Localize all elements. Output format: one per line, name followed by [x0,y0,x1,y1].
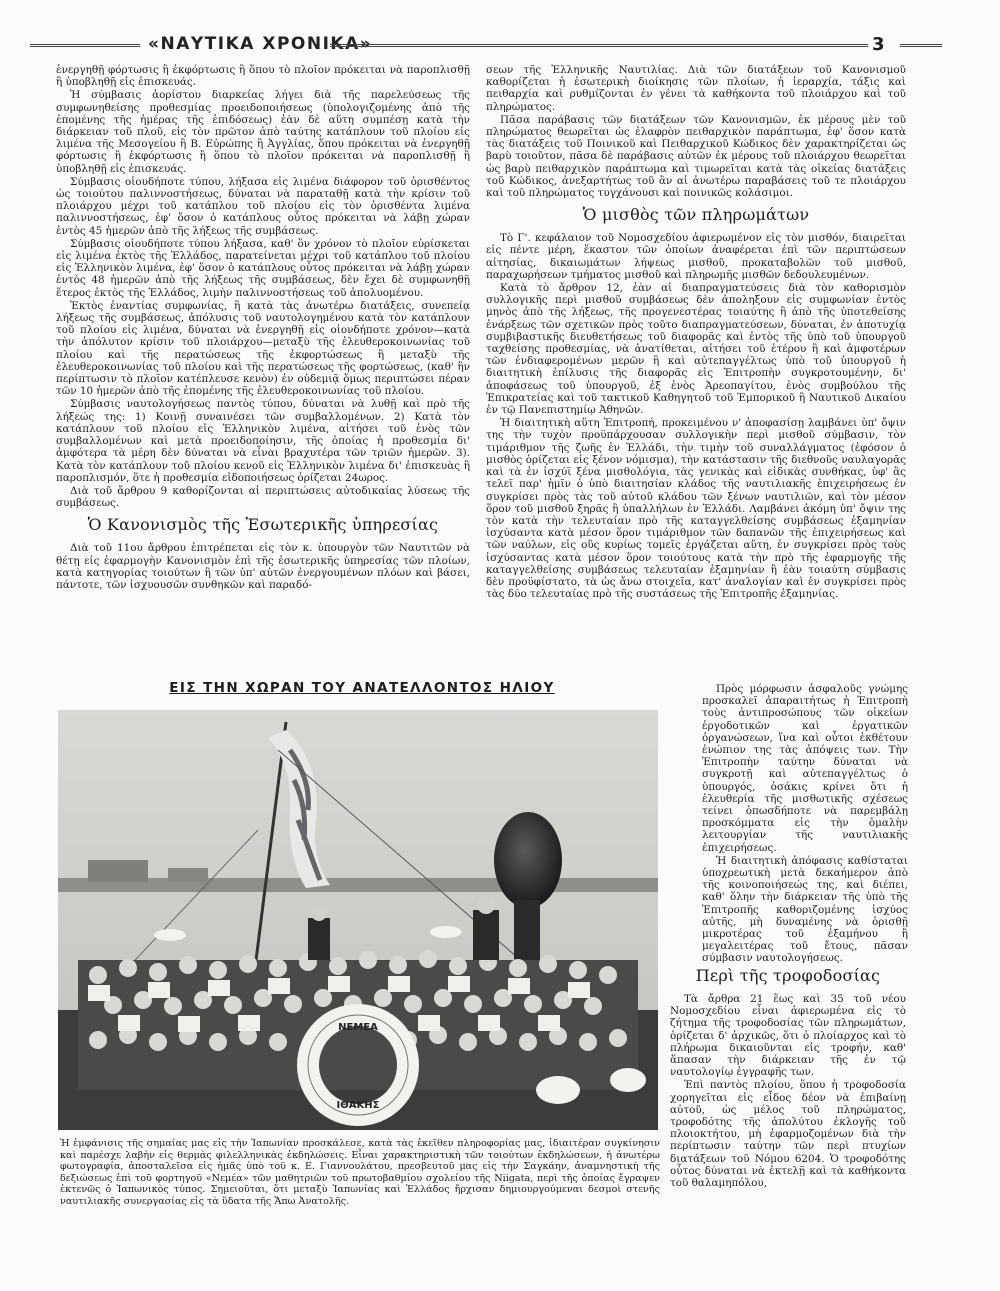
group-photo-illustration [58,710,658,1130]
distant-building [88,860,148,882]
paragraph: Σύμβασις οἱουδήποτε τύπου λήξασα, καθ' ὃν χρόνον τὸ πλοῖον εὑρίσκεται εἰς λιμένα ἐκτὸς τῆς Ἑλλάδος, παρατείνεται μέχρι τοῦ κατάπλου τοῦ πλοίου εἰς Ἑλληνικὸν λιμένα, ἐφ' ὅσον ὁ κατάπλους οὗτος πρόκειται νὰ λάβῃ χώραν ἐντὸς 48 ἡμερῶν ἀπὸ τῆς λήξεως τῆς συμβάσεως, δὲν ἔχει δὲ συμφωνηθῇ ἕτερος ἐκτὸς τῆς Ἑλλάδος, λιμὴν παλιννοστήσεως τοῦ ἀπολυομένου. [56,237,470,299]
paragraph: Ἐκτὸς ἐναντίας συμφωνίας, ἢ κατὰ τὰς ἀνωτέρω διατάξεις, συνεπείᾳ λήξεως τῆς συμβάσεως, ἀπόλυσις τοῦ ναυτολογημένου κατὰ τὸν κατάπλουν τοῦ πλοίου εἰς λιμένα, δύναται νὰ ἐνεργηθῇ εἰς οἱονδήποτε χρόνον—κατὰ τὴν ἀπόλυτον κρίσιν τοῦ πλοιάρχου—μεταξὺ τῆς ἐλευθεροκοινωνίας τοῦ πλοίου καὶ τῆς περατώσεως τῆς ἐκφορτώσεως ἢ μεταξὺ τῆς ἐλευθεροκοινωνίας τοῦ πλοίου καὶ τῆς περατώσεως τῆς φορτώσεως, (καθ' ἣν περίπτωσιν τὸ πλοῖον κατέπλευσε κενὸν) ἐν οὐδεμιᾷ ὅμως περιπτώσει πέραν τῶν 10 ἡμερῶν ἀπὸ τῆς ἐπομένης τῆς ἐλευθεροκοινωνίας τοῦ πλοίου. [56,299,470,398]
paragraph: Διὰ τοῦ 11ου ἄρθρου ἐπιτρέπεται εἰς τὸν κ. ὑπουργὸν τῶν Ναυτιτῶν νὰ θέτῃ εἰς ἐφαρμογὴν Κανονισμὸν ἐπὶ τῆς ἐσωτερικῆς ὑπηρεσίας τῶν πλοίων, κατὰ κατηγορίας τοιούτων ἢ τῶν ὑπ' αὐτῶν ἐνεργουμένων πλόων καὶ βάσει, πάντοτε, τῶν ἰσχυουσῶν συνθηκῶν καὶ παραδό- [56,542,470,591]
photo-caption: Ἡ ἐμφάνισις τῆς σημαίας μας εἰς τὴν Ἰαπωνίαν προσκάλεσε, κατὰ τὰς ἐκεῖθεν πληροφορίας μας, ἰδιαιτέραν συγκίνησιν καὶ παρέσχε λαβὴν εἰς θερμὰς φιλελληνικὰς ἐκδηλώσεις. Εἶναι χαρακτηριστικὴ τῶν τοιούτων ἐκδηλώσεων, ἡ ἀνωτέρω φωτογραφία, ἀποσταλεῖσα εἰς ἡμᾶς ὑπὸ τοῦ κ. Ε. Γιαννουλάτου, πρεσβευτοῦ μας εἰς τὴν Σαγκάην, ἀναμνηστικὴ τῆς δεξιώσεως ἐπὶ τοῦ φορτηγοῦ «Νεμέα» τῶν μαθητριῶν τοῦ πρωτοβαθμίου σχολείου τῆς Niigata, περὶ τῆς ὁποίας ἔγραψεν ἐκτενῶς ὁ Ἰαπωνικὸς τύπος. Σημειοῦται, ὅτι μεταξὺ Ἰαπωνίας καὶ Ἑλλάδος ἤρχισαν δημιουργούμεναι δεσμοὶ στενῆς ναυτιλιακῆς συνεργασίας εἰς τὰ ὕδατα τῆς Ἄπω Ἀνατολῆς. [60,1138,660,1207]
page-header [30,34,942,58]
photo-banner-heading: ΕΙΣ ΤΗΝ ΧΩΡΑΝ ΤΟΥ ΑΝΑΤΕΛΛΟΝΤΟΣ ΗΛΙΟΥ [169,680,555,696]
paragraph: σεων τῆς Ἑλληνικῆς Ναυτιλίας. Διὰ τῶν διατάξεων τοῦ Κανονισμοῦ καθορίζεται ἡ ἐσωτερικὴ διοίκησις τῶν πλοίων, ἡ ἱεραρχία, τάξις καὶ πειθαρχία καὶ ρυθμίζονται ἐν γένει τὰ καθήκοντα τοῦ πλοιάρχου καὶ τοῦ πληρώματος. [486,64,906,113]
ship-ventilator [494,812,562,908]
paragraph: Πᾶσα παράβασις τῶν διατάξεων τῶν Κανονισμῶν, ἐκ μέρους μὲν τοῦ πληρώματος θεωρεῖται ὡς ἐλαφρὸν πειθαρχικὸν παράπτωμα, ἐφ' ὅσον κατὰ τὰς διατάξεις τοῦ Ποινικοῦ καὶ Πειθαρχικοῦ Κώδικος δὲν χαρακτηρίζεται ὡς βαρὺ τοιοῦτον, πᾶσα δὲ παράβασις αὐτῶν ἐκ μέρους τοῦ πλοιάρχου θεωρεῖται ὡς βαρὺ πειθαρχικὸν παράπτωμα καὶ τιμωρεῖται κατὰ τὰς οἰκείας διατάξεις τοῦ Κώδικος, ἀνεξαρτήτως τοῦ ἂν αἱ ἀνωτέρω παραβάσεις τοῦ τε πλοιάρχου καὶ τοῦ πληρώματος τυγχάνουσι καὶ ποινικῶς κολάσιμοι. [486,113,906,200]
paragraph: Ἡ διαιτητικὴ ἀπόφασις καθίσταται ὑποχρεωτικὴ μετὰ δεκαήμερον ἀπὸ τῆς κοινοποιήσεώς της, καὶ διέπει, καθ' ὅλην τὴν διάρκειαν τῆς ὑπὸ τῆς Ἐπιτροπῆς καθοριζομένης ἰσχύος αὐτῆς, μὴ δυναμένης νὰ ὁρισθῇ μικροτέρας τοῦ ἑξαμήνου ἢ μεγαλειτέρας τοῦ ἔτους, πᾶσαν σύμβασιν ναυτολογήσεως. [702,854,908,965]
paragraph: Ἡ διαιτητικὴ αὕτη Ἐπιτροπή, προκειμένου ν' ἀποφασίσῃ λαμβάνει ὑπ' ὄψιν της τὴν τυχὸν προϋπάρχουσαν συλλογικὴν περὶ μισθοῦ σύμβασιν, τὸν τιμάριθμον τῆς ζωῆς ἐν Ἑλλάδι, τὴν τιμὴν τοῦ συναλλάγματος (ἐφόσον ὁ μισθὸς ὁρίζεται εἰς ξένον νόμισμα), τὴν κατάστασιν τῆς διεθνοῦς ναυλαγορᾶς καὶ τὰ ἐν ἰσχύϊ ξένα μισθολόγια, τὰς γενικὰς καὶ εἰδικὰς συνθήκας, ὑφ' ἃς τελεῖ παρ' ἡμῖν ὁ ὑπὸ διαιτησίαν κλάδος τῆς ναυτιλιακῆς ἐπιχειρήσεως ἐν συγκρίσει πρὸς τὰς τοῦ αὐτοῦ κλάδου τῶν ξένων ναυτιλιῶν, καὶ τὸν μέσον ὅρον τοῦ μισθοῦ ξηρᾶς ἢ ὑπαλλήλων ἐν Ἑλλάδι. Λαμβάνει ἀκόμη ὑπ' ὄψιν της τὸν κατὰ τὴν τελευταίαν πρὸ τῆς καταγγελθείσης συμβάσεως ἑξαμηνίαν ἰσχύσαντα κατὰ μέσον ὅρον τιμάριθμον τῶν δαπανῶν τῆς ἐπιχειρήσεως καὶ τῶν ναύλων, εἰς οὓς κυρίως τομεῖς ἐργάζεται αὕτη, ἐν συγκρίσει πρὸς τοὺς ἰσχύσαντας κατὰ μέσον ὅρον τοιούτους κατὰ τὴν πρὸ τῆς ἐφαρμογῆς τῆς καταγγελθείσης συμβάσεως τελευταίαν ἑξαμηνίαν ἢ ἐὰν τοιαύτη σύμβασις δὲν προϋφίστατο, τὰ ὡς ἄνω στοιχεῖα, κατ' ἀναλογίαν καὶ ἐν συγκρίσει πρὸς τὰς δύο τελευταίας πρὸ τῆς συστάσεως τῆς Ἐπιτροπῆς ἑξαμηνίας. [486,417,906,601]
paragraph: ἐνεργηθῇ φόρτωσις ἢ ἐκφόρτωσις ἢ ὅπου τὸ πλοῖον πρόκειται νὰ παροπλισθῇ ἢ ὑποβληθῇ εἰς ἐπισκευάς. [56,64,470,89]
column-3-narrow [702,683,908,965]
paragraph: Πρὸς μόρφωσιν ἀσφαλοῦς γνώμης προσκαλεῖ ἀπαραιτήτως ἡ Ἐπιτροπὴ τοὺς ἀντιπροσώπους τῶν οἰκείων ἐργοδοτικῶν καὶ ἐργατικῶν ὀργανώσεων, ἵνα καὶ οὗτοι ἐκθέτουν ἐνώπιον της τὰς ἀπόψεις των. Τὴν Ἐπιτροπὴν ταύτην δύναται νὰ συγκροτῇ καὶ αὐτεπαγγέλτως ὁ ὑπουργός, ὁσάκις κρίνει ὅτι ἡ ἐλευθερία τῆς μισθωτικῆς σχέσεως τείνει ὁπωσδήποτε νὰ παρεμβάλῃ προσκόμματα εἰς τὴν ὁμαλὴν λειτουργίαν τῆς ναυτιλιακῆς ἐπιχειρήσεως. [702,683,908,854]
publication-title: «ΝΑΥΤΙΚΑ ΧΡΟΝΙΚΑ» [148,34,373,54]
header-rule-middle [330,44,868,47]
paragraph: Ἡ σύμβασις ἀορίστου διαρκείας λήγει διὰ τῆς παρελεύσεως τῆς συμφωνηθείσης προθεσμίας προειδοποιήσεως (ὑπολογιζομένης ἀπὸ τῆς ἐπομένης τῆς ἡμέρας τῆς ἐπιδόσεως) ἐὰν δὲ αὕτη συμπέσῃ κατὰ τὴν διάρκειαν τοῦ πλοῦ, εἰς τὸν πρῶτον ἀπὸ ταύτης κατάπλουν τοῦ πλοίου εἰς λιμένα τῆς Μεσογείου ἢ Β. Εὐρώπης ἢ Ἀγγλίας, ὅπου πρόκειται νὰ ἐνεργηθῇ φόρτωσις ἢ ἐκφόρτωσις ἢ ὅπου τὸ πλοῖον πρόκειται νὰ παροπλισθῇ ἢ ὑποβληθῇ εἰς ἐπισκευάς. [56,89,470,175]
paragraph: Σύμβασις ναυτολογήσεως παντὸς τύπου, δύναται νὰ λυθῇ καὶ πρὸ τῆς λήξεώς της: 1) Κοινῇ συναινέσει τῶν συμβαλλομένων. 2) Κατὰ τὸν κατάπλουν τοῦ πλοίου εἰς Ἑλληνικὸν λιμένα, αἰτήσει τοῦ ἑνὸς τῶν συμβαλλομένων καὶ μετὰ προειδοποίησιν, τῆς ὁποίας ἡ προθεσμία δι' ἀμφότερα τὰ μέρη δὲν δύναται νὰ εἶναι βραχυτέρα τῶν τριῶν ἡμερῶν. 3). Κατὰ τὸν κατάπλουν τοῦ πλοίου κενοῦ εἰς Ἑλληνικὸν λιμένα δι' ἐπισκευὰς ἢ παροπλισμόν, ὅτε ἡ προθεσμία εἰδοποιήσεως ὁρίζεται 24ωρος. [56,398,470,484]
page-number: 3 [872,34,885,55]
paragraph: Τὰ ἄρθρα 21 ἕως καὶ 35 τοῦ νέου Νομοσχεδίου εἶναι ἀφιερωμένα εἰς τὸ ζήτημα τῆς τροφοδοσίας τῶν πληρωμάτων, ὁρίζεται δ' ἀρχικῶς, ὅτι ὁ πλοίαρχος καὶ τὸ πλήρωμα δικαιοῦνται εἰς τροφήν, καθ' ἅπασαν τὴν διάρκειαν τῆς ἐν τῷ ναυτολογίῳ ἐγγραφῆς των. [670,993,906,1079]
header-rule-left [30,44,140,47]
paragraph: Κατὰ τὸ ἄρθρον 12, ἐὰν αἱ διαπραγματεύσεις διὰ τὸν καθορισμὸν συλλογικῆς περὶ μισθοῦ συμβάσεως δὲν ἀποληξουν εἰς συμφωνίαν ἐντὸς μηνὸς ἀπὸ τῆς λήξεως, τῆς προγενεστέρας τοιαύτης ἢ ἀπὸ τῆς ὑποτεθείσης ἐνάρξεως τῶν σχετικῶν πρὸς τοῦτο διαπραγματεύσεων, δύναται, ἐν ἀποτυχίᾳ συμβιβαστικῆς διευθετήσεως τοῦ διαφορᾶς καὶ ἐντὸς τῆς ὑπὸ τοῦ ὑπουργοῦ ταχθείσης προθεσμίας, νὰ ἀνατίθεται, αἰτήσει τοῦ ἑτέρου ἢ καὶ ἀμφοτέρων τῶν ἐνδιαφερομένων μερῶν ἢ καὶ αὐτεπαγγέλτως ὑπὸ τοῦ ὑπουργοῦ ἡ διαιτητικὴ ἐπίλυσις τῆς διαφορᾶς εἰς Ἐπιτροπὴν συγκροτουμένην, δι' ἀποφάσεως τοῦ ὑπουργοῦ, ἐξ ἑνὸς Ἀρεοπαγίτου, ἑνὸς συμβούλου τῆς Ἐπικρατείας καὶ τοῦ τακτικοῦ Καθηγητοῦ τοῦ Ἐμπορικοῦ ἢ Ναυτικοῦ Δικαίου ἐν τῷ Πανεπιστημίῳ Ἀθηνῶν. [486,282,906,417]
life-buoy-label-top: ΝΕΜΕΑ [338,1022,378,1033]
column-3-lower [670,960,906,1260]
group-photo [58,710,658,1130]
paragraph: Τὸ Γ'. κεφάλαιον τοῦ Νομοσχεδίου ἀφιερωμένον εἰς τὸν μισθόν, διαιρεῖται εἰς πέντε μέρη, ἕκαστον τῶν ὁποίων ἀναφέρεται ἐπὶ τῶν περιπτώσεων αἰτησίας, δικαιωμάτων λήψεως μισθοῦ, προκαταβολῶν τοῦ μισθοῦ, παραχωρήσεων τμήματος μισθοῦ καὶ πληρωμῆς μισθῶν δεδουλευμένων. [486,232,906,281]
distant-building [168,868,208,882]
paragraph: Διὰ τοῦ ἄρθρου 9 καθορίζονται αἱ περιπτώσεις αὐτοδικαίας λύσεως τῆς συμβάσεως. [56,484,470,510]
header-rule-right [900,44,942,47]
section-heading-regulation: Ὁ Κανονισμὸς τῆς Ἐσωτερικῆς ὑπηρεσίας [87,515,439,535]
life-buoy-label-bottom: ΙΘΑΚΗΣ [336,1100,380,1111]
column-1 [56,64,470,676]
paragraph: Σύμβασις οἱουδήποτε τύπου, λήξασα εἰς λιμένα διάφορον τοῦ ὁρισθέντος ὡς τοιούτου παλιννοστήσεως, δύναται νὰ παραταθῇ κατὰ τὴν κρίσιν τοῦ πλοιάρχου μέχρι τοῦ κατάπλου τοῦ πλοίου εἰς τὸν ὁρισθέντα λιμένα παλιννοστήσεως, ἐφ' ὅσον ὁ κατάπλους οὗτος πρόκειται νὰ λάβῃ χώραν ἐντὸς 45 ἡμερῶν ἀπὸ τῆς λήξεως τῆς συμβάσεως. [56,175,470,237]
section-heading-wages: Ὁ μισθὸς τῶν πληρωμάτων [582,205,810,225]
paragraph: Ἐπὶ παντὸς πλοίου, ὅπου ἡ τροφοδοσία χορηγεῖται εἰς εἶδος δέον νὰ ἐπιβαίνῃ αὐτοῦ, ὡς μέλος τοῦ πληρώματος, τροφοδότης τῆς ἀπολύτου ἐκλογῆς τοῦ πλοιοκτήτου, μὴ ἐφαρμοζομένων διὰ τὴν περίπτωσιν ταύτην τῶν περὶ πτυχίων διατάξεων τοῦ Νόμου 6204. Ὁ τροφοδότης οὗτος δύναται νὰ ἐκτελῇ καὶ τὰ καθήκοντα τοῦ θαλαμηπόλου, [670,1079,906,1190]
section-heading-provisioning: Περὶ τῆς τροφοδοσίας [695,966,881,985]
column-2 [486,64,906,684]
